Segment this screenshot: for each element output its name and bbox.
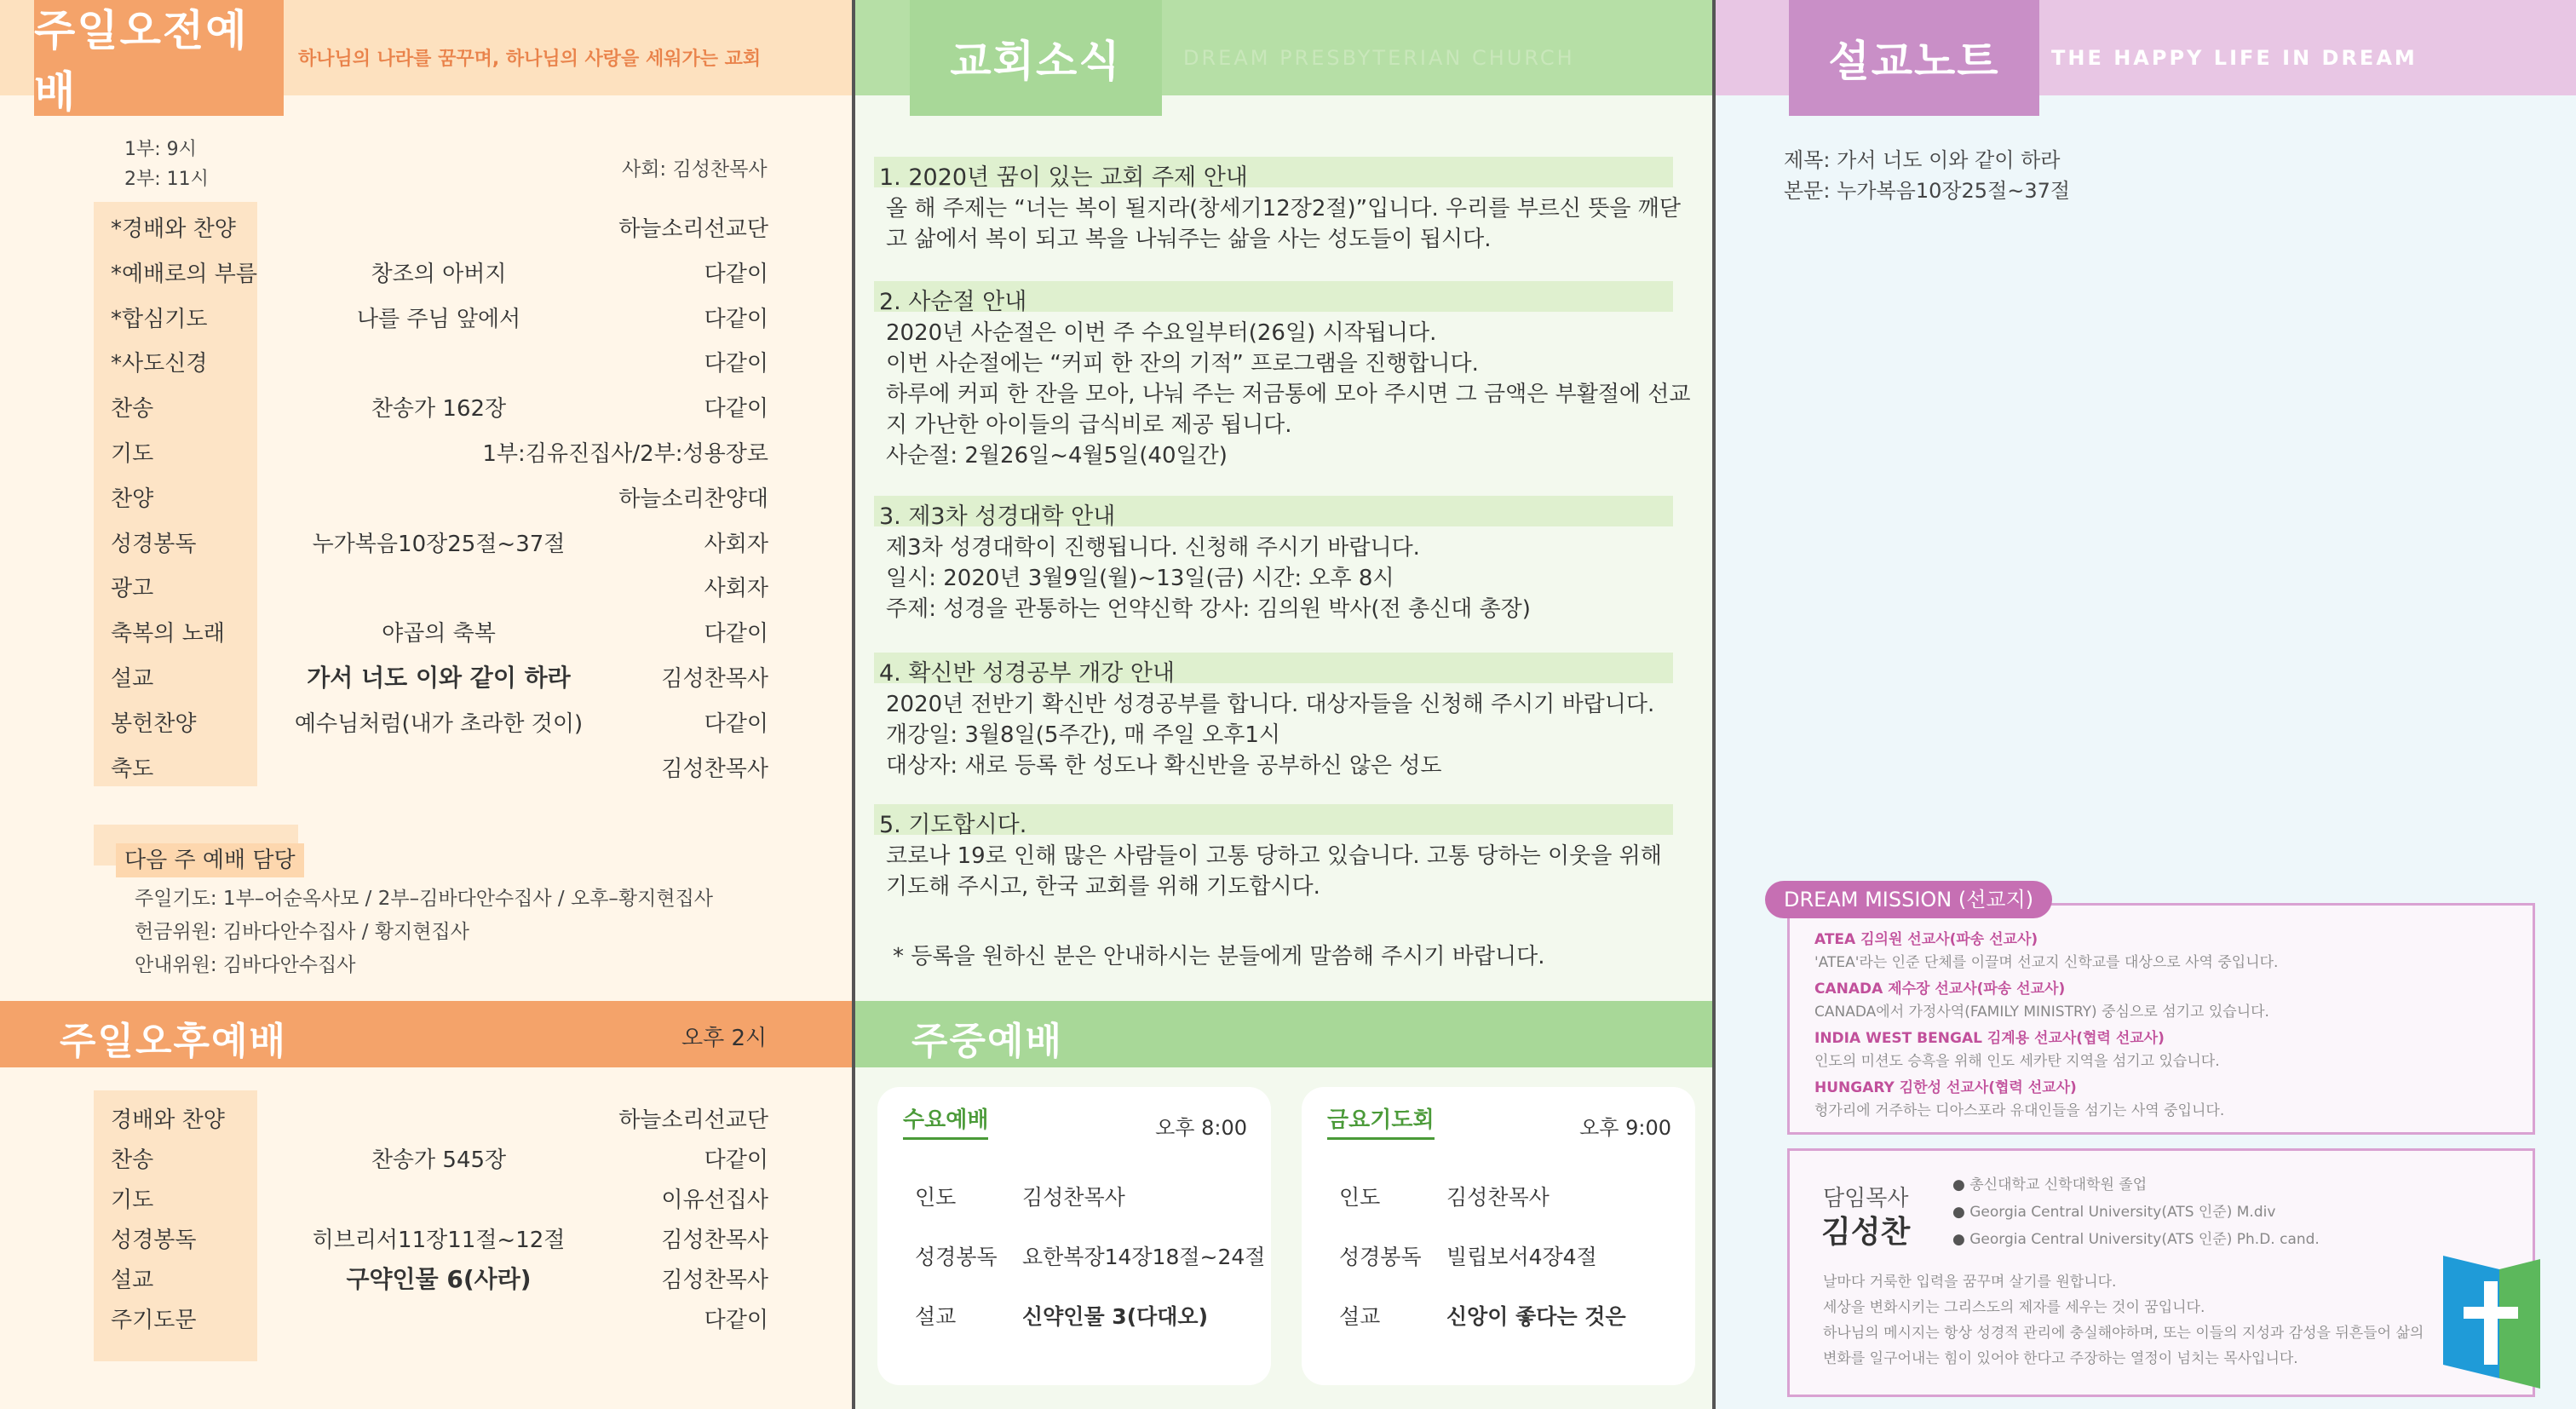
friday-label-leader: 인도 [1339, 1185, 1381, 1210]
friday-time: 오후 9:00 [1579, 1116, 1671, 1140]
afternoon-row [0, 1294, 852, 1338]
mission-entry-desc: 헝가리에 거주하는 디아스포라 유대인들을 섬기는 사역 중입니다. [1814, 1102, 2225, 1119]
morning-row-who: 다같이 [704, 261, 768, 287]
mission-entry-title: HUNGARY 김한성 선교사(협력 선교사) [1814, 1079, 2077, 1096]
afternoon-row-content: 히브리서11장11절~12절 [312, 1228, 566, 1253]
morning-row-name: 찬송 [111, 396, 154, 423]
morning-worship-title: 주일오전예배 [34, 6, 249, 117]
news-item-title [874, 653, 1673, 687]
news-item-title [874, 281, 1673, 315]
morning-row [0, 562, 852, 607]
mission-entry-title: INDIA WEST BENGAL 김계용 선교사(협력 선교사) [1814, 1030, 2165, 1047]
mission-entry-desc: 인도의 미션도 승흑을 위해 인도 세카탄 지역을 섬기고 있습니다. [1814, 1053, 2220, 1070]
news-item-title [874, 804, 1673, 838]
mission-label-text: DREAM MISSION (선교지) [1784, 888, 2034, 912]
wednesday-worship-card [877, 1087, 1271, 1385]
news-item-title-text: 1. 2020년 꿈이 있는 교회 주제 안내 [879, 164, 1248, 191]
mission-entry-desc: CANADA에서 가정사역(FAMILY MINISTRY) 중심으로 섬기고 있습니다. [1814, 1004, 2269, 1021]
afternoon-row-who: 김성찬목사 [661, 1268, 768, 1293]
news-item-line: 고 삶에서 복이 되고 복을 나눠주는 삶을 사는 성도들이 됩시다. [886, 227, 1492, 252]
news-item-title [874, 157, 1673, 191]
news-item-title-text: 3. 제3차 성경대학 안내 [879, 503, 1116, 530]
morning-row-name: 찬양 [111, 486, 154, 512]
morning-row-name: 광고 [111, 576, 154, 602]
pastor-cred-3-text: Georgia Central University(ATS 인준) Ph.D. cand. [1969, 1231, 2320, 1248]
news-item-title [874, 496, 1673, 530]
pastor-role: 담임목사 [1823, 1186, 1909, 1211]
morning-worship-tab [34, 0, 284, 116]
friday-value-reading: 빌립보서4장4절 [1446, 1245, 1597, 1269]
morning-row-content: 가서 너도 이와 같이 하라 [307, 664, 571, 692]
morning-row [0, 607, 852, 652]
morning-row-name: 성경봉독 [111, 531, 197, 557]
news-item-line: 제3차 성경대학이 진행됩니다. 신청해 주시기 바랍니다. [886, 535, 1420, 561]
morning-row-who: 다같이 [704, 396, 768, 423]
afternoon-row-name: 성경봉독 [111, 1228, 197, 1253]
morning-row [0, 518, 852, 562]
morning-row [0, 428, 852, 472]
friday-title: 금요기도회 [1327, 1102, 1435, 1140]
next-week-line-1: 주일기도: 1부–어순옥사모 / 2부–김바다안수집사 / 오후–황지현집사 [135, 888, 714, 910]
mission-entry-title: ATEA 김의원 선교사(파송 선교사) [1814, 931, 2038, 948]
morning-row-who: 김성찬목사 [661, 756, 768, 782]
service-time-2: 2부: 11시 [124, 169, 209, 190]
wednesday-label-sermon: 설교 [915, 1304, 957, 1329]
morning-row-who: 사회자 [704, 576, 768, 602]
afternoon-row [0, 1134, 852, 1178]
sermon-subtitle: THE HAPPY LIFE IN DREAM [2051, 46, 2418, 70]
morning-row-who: 다같이 [704, 710, 768, 737]
news-title: 교회소식 [950, 37, 1122, 86]
pastor-bio-2: 세상을 변화시키는 그리스도의 제자를 세우는 것이 꿈입니다. [1823, 1299, 2205, 1316]
afternoon-row [0, 1254, 852, 1298]
morning-row-content: 예수님처럼(내가 초라한 것이) [294, 710, 584, 737]
news-item-line: 일시: 2020년 3월9일(월)~13일(금) 시간: 오후 8시 [886, 566, 1394, 591]
pastor-cred-3 [1952, 1227, 2320, 1248]
wednesday-label-reading: 성경봉독 [915, 1245, 998, 1269]
news-item-line: 올 해 주제는 “너는 복이 될지라(창세기12장2절)”입니다. 우리를 부르신 뜻을 깨닫 [886, 196, 1681, 221]
morning-row-content: 찬송가 162장 [371, 396, 507, 423]
afternoon-row-who: 이유선집사 [661, 1188, 768, 1213]
bullet-icon: ● [1952, 1176, 1965, 1193]
morning-row [0, 248, 852, 292]
morning-row [0, 293, 852, 337]
church-name: DREAM PRESBYTERIAN CHURCH [1183, 46, 1575, 70]
afternoon-row-name: 주기도문 [111, 1308, 197, 1333]
worship-order-column [0, 0, 852, 1409]
morning-row [0, 203, 852, 247]
next-week-title [116, 843, 304, 877]
sermon-note-title: 설교노트 [1828, 37, 2000, 86]
sermon-text-line: 본문: 누가복음10장25절~37절 [1784, 179, 2071, 203]
friday-label-reading: 성경봉독 [1339, 1245, 1422, 1269]
news-note: * 등록을 원하신 분은 안내하시는 분들에게 말씀해 주시기 바랍니다. [893, 944, 1545, 969]
service-host: 사회: 김성찬목사 [622, 158, 768, 181]
pastor-name: 김성찬 [1821, 1215, 1911, 1250]
morning-row-name: *합심기도 [111, 306, 208, 332]
morning-row-name: 설교 [111, 666, 154, 692]
pastor-bio-4: 변화를 일구어내는 힘이 있어야 한다고 주장하는 열정이 넘치는 목사입니다. [1823, 1350, 2298, 1367]
news-item-line: 2020년 전반기 확신반 성경공부를 합니다. 대상자들을 신청해 주시기 바랍니다. [886, 692, 1655, 717]
afternoon-worship-title: 주일오후예배 [60, 1020, 288, 1063]
news-item-line: 코로나 19로 인해 많은 사람들이 고통 당하고 있습니다. 고통 당하는 이웃을 위해 [886, 843, 1662, 869]
news-item-line: 개강일: 3월8일(5주간), 매 주일 오후1시 [886, 722, 1281, 748]
morning-row-who: 하늘소리선교단 [618, 216, 768, 242]
morning-row-name: *사도신경 [111, 351, 208, 377]
pastor-cred-2-text: Georgia Central University(ATS 인준) M.div [1969, 1204, 2276, 1221]
news-item-line: 기도해 주시고, 한국 교회를 위해 기도합시다. [886, 874, 1320, 900]
morning-row-content: 야곱의 축복 [382, 621, 496, 647]
wednesday-label-leader: 인도 [915, 1185, 957, 1210]
afternoon-row-name: 찬송 [111, 1147, 154, 1173]
news-item-line: 사순절: 2월26일~4월5일(40일간) [886, 443, 1228, 469]
morning-row [0, 653, 852, 697]
morning-row-who: 하늘소리찬양대 [618, 486, 768, 512]
mission-label [1765, 881, 2052, 918]
afternoon-row [0, 1174, 852, 1218]
morning-row-who: 1부:김유진집사/2부:성용장로 [482, 441, 768, 467]
church-cross-logo-icon [2438, 1251, 2544, 1394]
sermon-title-line: 제목: 가서 너도 이와 같이 하라 [1784, 148, 2061, 172]
afternoon-row-who: 하늘소리선교단 [618, 1107, 768, 1133]
morning-row [0, 337, 852, 382]
morning-row-who: 사회자 [704, 531, 768, 557]
afternoon-row-name: 설교 [111, 1268, 154, 1293]
news-item-title-text: 4. 확신반 성경공부 개강 안내 [879, 660, 1175, 687]
friday-prayer-card [1302, 1087, 1695, 1385]
afternoon-row [0, 1214, 852, 1258]
pastor-cred-1-text: 총신대학교 신학대학원 졸업 [1969, 1176, 2148, 1193]
morning-row-content: 누가복음10장25절~37절 [312, 531, 566, 557]
wednesday-value-leader: 김성찬목사 [1022, 1185, 1125, 1210]
wednesday-value-sermon: 신약인물 3(다대오) [1022, 1304, 1209, 1329]
wednesday-value-reading: 요한복장14장18절~24절 [1022, 1245, 1266, 1269]
afternoon-row-content: 구약인물 6(사라) [346, 1265, 532, 1293]
news-tab [910, 0, 1162, 116]
mission-entry-title: CANADA 제수장 선교사(파송 선교사) [1814, 981, 2066, 998]
news-item-line: 지 가난한 아이들의 급식비로 제공 됩니다. [886, 412, 1292, 438]
news-item-line: 대상자: 새로 등록 한 성도나 확신반을 공부하신 않은 성도 [886, 753, 1442, 779]
morning-row [0, 698, 852, 742]
wednesday-title: 수요예배 [903, 1102, 988, 1140]
news-item-line: 이번 사순절에는 “커피 한 잔의 기적” 프로그램을 진행합니다. [886, 351, 1479, 377]
afternoon-row-who: 김성찬목사 [661, 1228, 768, 1253]
wednesday-time: 오후 8:00 [1155, 1116, 1247, 1140]
morning-row-name: *경배와 찬양 [111, 216, 236, 242]
midweek-worship-title: 주중예배 [911, 1020, 1064, 1063]
morning-row-who: 김성찬목사 [661, 666, 768, 692]
morning-row [0, 473, 852, 517]
next-week-line-2: 헌금위원: 김바다안수집사 / 황지현집사 [135, 921, 469, 943]
afternoon-row-who: 다같이 [704, 1308, 768, 1333]
friday-value-leader: 김성찬목사 [1446, 1185, 1550, 1210]
news-item-line: 하루에 커피 한 잔을 모아, 나눠 주는 저금통에 모아 주시면 그 금액은 부활절에 선교 [886, 382, 1691, 407]
sermon-tab [1789, 0, 2039, 116]
mission-entry-desc: 'ATEA'라는 인준 단체를 이끌며 선교지 신학교를 대상으로 사역 중입니다. [1814, 954, 2279, 971]
morning-row-name: 봉헌찬양 [111, 710, 197, 737]
pastor-cred-2 [1952, 1199, 2275, 1221]
morning-row-who: 다같이 [704, 306, 768, 332]
next-week-line-3: 안내위원: 김바다안수집사 [135, 954, 356, 976]
morning-row-content: 창조의 아버지 [371, 261, 507, 287]
pastor-bio-1: 날마다 거룩한 입력을 꿈꾸며 살기를 원합니다. [1823, 1274, 2117, 1291]
morning-row-name: 축도 [111, 756, 154, 782]
morning-row-name: 기도 [111, 441, 154, 467]
service-time-1: 1부: 9시 [124, 139, 197, 160]
morning-row-who: 다같이 [704, 621, 768, 647]
afternoon-row-who: 다같이 [704, 1147, 768, 1173]
news-item-title-text: 5. 기도합시다. [879, 812, 1027, 838]
morning-row [0, 743, 852, 787]
afternoon-row [0, 1094, 852, 1138]
friday-label-sermon: 설교 [1339, 1304, 1381, 1329]
pastor-bio-3: 하나님의 메시지는 항상 성경적 관리에 충실해야하며, 또는 이들의 지성과 감성을 뒤흔들어 삶의 [1823, 1325, 2424, 1342]
news-item-title-text: 2. 사순절 안내 [879, 289, 1027, 315]
bullet-icon: ● [1952, 1204, 1965, 1221]
church-motto: 하나님의 나라를 꿈꾸며, 하나님의 사랑을 세워가는 교회 [298, 49, 762, 70]
morning-row-content: 나를 주님 앞에서 [356, 306, 521, 332]
news-item-line: 주제: 성경을 관통하는 언약신학 강사: 김의원 박사(전 총신대 총장) [886, 596, 1531, 622]
next-week-title-text: 다음 주 예배 담당 [124, 848, 296, 873]
afternoon-row-name: 기도 [111, 1188, 154, 1213]
morning-row-who: 다같이 [704, 351, 768, 377]
friday-value-sermon: 신앙이 좋다는 것은 [1446, 1304, 1626, 1329]
afternoon-row-name: 경배와 찬양 [111, 1107, 225, 1133]
morning-row-name: *예배로의 부름 [111, 261, 257, 287]
morning-row [0, 382, 852, 427]
morning-row-name: 축복의 노래 [111, 621, 225, 647]
afternoon-time: 오후 2시 [681, 1026, 768, 1051]
afternoon-row-content: 찬송가 545장 [371, 1147, 507, 1173]
news-item-line: 2020년 사순절은 이번 주 수요일부터(26일) 시작됩니다. [886, 320, 1437, 346]
bullet-icon: ● [1952, 1231, 1965, 1248]
pastor-cred-1 [1952, 1172, 2147, 1193]
